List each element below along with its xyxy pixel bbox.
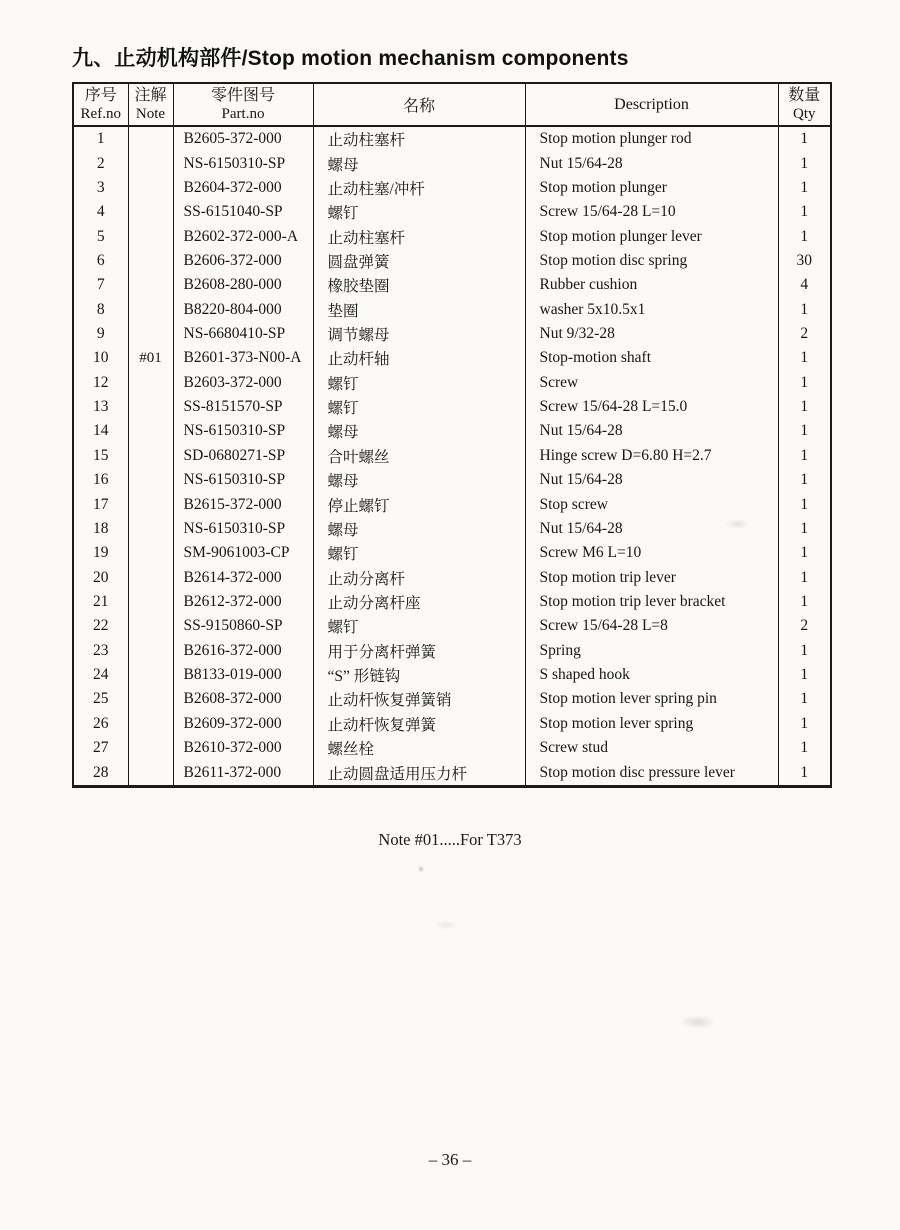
cell-desc: Nut 15/64-28 — [525, 468, 778, 492]
cell-qty: 1 — [778, 419, 831, 443]
cell-desc: Nut 9/32-28 — [525, 322, 778, 346]
cell-name: 止动分离杆 — [313, 565, 525, 589]
cell-qty: 1 — [778, 444, 831, 468]
cell-name: 圆盘弹簧 — [313, 249, 525, 273]
cell-ref: 24 — [73, 663, 128, 687]
parts-table — [72, 82, 832, 788]
cell-desc: Screw 15/64-28 L=10 — [525, 200, 778, 224]
parts-table-body — [73, 126, 831, 786]
cell-part: NS-6680410-SP — [173, 322, 313, 346]
col-header-description — [525, 83, 778, 126]
cell-part: B2614-372-000 — [173, 565, 313, 589]
cell-note — [128, 322, 173, 346]
cell-qty: 1 — [778, 541, 831, 565]
table-row — [73, 371, 831, 395]
cell-note — [128, 200, 173, 224]
col-header-note — [128, 83, 173, 126]
cell-desc: Hinge screw D=6.80 H=2.7 — [525, 444, 778, 468]
table-row — [73, 176, 831, 200]
cell-ref: 13 — [73, 395, 128, 419]
cell-part: B2602-372-000-A — [173, 224, 313, 248]
col-header-refno-zh: 序号 — [84, 86, 117, 104]
cell-note — [128, 541, 173, 565]
cell-ref: 3 — [73, 176, 128, 200]
cell-qty: 1 — [778, 639, 831, 663]
cell-ref: 23 — [73, 639, 128, 663]
table-row — [73, 492, 831, 516]
cell-qty: 1 — [778, 298, 831, 322]
cell-name: 螺钉 — [313, 541, 525, 565]
cell-part: B2601-373-N00-A — [173, 346, 313, 370]
cell-desc: Stop motion disc pressure lever — [525, 760, 778, 786]
cell-note — [128, 687, 173, 711]
cell-name: 止动柱塞杆 — [313, 126, 525, 151]
table-row — [73, 590, 831, 614]
cell-name: 螺母 — [313, 419, 525, 443]
table-row — [73, 298, 831, 322]
cell-note — [128, 736, 173, 760]
table-row — [73, 639, 831, 663]
col-header-qty — [778, 83, 831, 126]
cell-ref: 22 — [73, 614, 128, 638]
cell-part: NS-6150310-SP — [173, 517, 313, 541]
cell-qty: 4 — [778, 273, 831, 297]
table-row — [73, 517, 831, 541]
cell-part: B2616-372-000 — [173, 639, 313, 663]
cell-note — [128, 371, 173, 395]
cell-desc: Rubber cushion — [525, 273, 778, 297]
table-row — [73, 444, 831, 468]
cell-note — [128, 590, 173, 614]
table-row — [73, 614, 831, 638]
table-row — [73, 249, 831, 273]
cell-desc: Stop motion disc spring — [525, 249, 778, 273]
cell-part: SD-0680271-SP — [173, 444, 313, 468]
col-header-name-zh: 名称 — [402, 98, 435, 115]
col-header-partno — [173, 83, 313, 126]
cell-part: NS-6150310-SP — [173, 468, 313, 492]
cell-note — [128, 663, 173, 687]
cell-note — [128, 419, 173, 443]
table-row — [73, 151, 831, 175]
cell-part: B2608-280-000 — [173, 273, 313, 297]
cell-desc: S shaped hook — [525, 663, 778, 687]
table-row — [73, 224, 831, 248]
cell-ref: 2 — [73, 151, 128, 175]
cell-ref: 9 — [73, 322, 128, 346]
cell-ref: 19 — [73, 541, 128, 565]
cell-name: 止动柱塞杆 — [313, 224, 525, 248]
table-row — [73, 663, 831, 687]
cell-part: B2608-372-000 — [173, 687, 313, 711]
cell-name: 螺母 — [313, 517, 525, 541]
cell-note — [128, 224, 173, 248]
cell-qty: 1 — [778, 590, 831, 614]
cell-note — [128, 395, 173, 419]
col-header-refno — [73, 83, 128, 126]
cell-desc: Stop-motion shaft — [525, 346, 778, 370]
cell-desc: Spring — [525, 639, 778, 663]
cell-desc: Stop motion lever spring pin — [525, 687, 778, 711]
cell-part: B2609-372-000 — [173, 712, 313, 736]
col-header-qty-zh: 数量 — [788, 86, 821, 104]
cell-qty: 2 — [778, 322, 831, 346]
cell-ref: 7 — [73, 273, 128, 297]
cell-desc: Stop motion plunger lever — [525, 224, 778, 248]
col-header-qty-en: Qty — [793, 105, 816, 122]
table-row — [73, 736, 831, 760]
cell-ref: 6 — [73, 249, 128, 273]
cell-ref: 20 — [73, 565, 128, 589]
cell-desc: Screw M6 L=10 — [525, 541, 778, 565]
cell-ref: 27 — [73, 736, 128, 760]
cell-name: 止动柱塞/冲杆 — [313, 176, 525, 200]
cell-name: 调节螺母 — [313, 322, 525, 346]
table-row — [73, 200, 831, 224]
cell-ref: 17 — [73, 492, 128, 516]
cell-desc: Stop motion trip lever — [525, 565, 778, 589]
cell-ref: 15 — [73, 444, 128, 468]
cell-qty: 1 — [778, 151, 831, 175]
cell-note — [128, 468, 173, 492]
cell-qty: 1 — [778, 224, 831, 248]
cell-part: B2604-372-000 — [173, 176, 313, 200]
cell-ref: 10 — [73, 346, 128, 370]
cell-qty: 1 — [778, 492, 831, 516]
cell-desc: Stop motion plunger — [525, 176, 778, 200]
col-header-description-en: Description — [614, 95, 689, 113]
cell-desc: Nut 15/64-28 — [525, 419, 778, 443]
cell-desc: Nut 15/64-28 — [525, 517, 778, 541]
table-row — [73, 322, 831, 346]
page-number: – 36 – — [428, 1150, 472, 1169]
cell-part: SM-9061003-CP — [173, 541, 313, 565]
cell-name: 螺钉 — [313, 371, 525, 395]
cell-ref: 8 — [73, 298, 128, 322]
table-row — [73, 687, 831, 711]
table-row — [73, 346, 831, 370]
cell-qty: 1 — [778, 346, 831, 370]
cell-note — [128, 639, 173, 663]
cell-name: 止动杆恢复弹簧 — [313, 712, 525, 736]
cell-name: 止动杆轴 — [313, 346, 525, 370]
cell-desc: Screw — [525, 371, 778, 395]
cell-ref: 25 — [73, 687, 128, 711]
cell-name: 螺丝栓 — [313, 736, 525, 760]
cell-name: “S” 形链钩 — [313, 663, 525, 687]
cell-ref: 21 — [73, 590, 128, 614]
cell-note — [128, 565, 173, 589]
table-row — [73, 419, 831, 443]
cell-note — [128, 712, 173, 736]
cell-qty: 1 — [778, 565, 831, 589]
cell-ref: 4 — [73, 200, 128, 224]
cell-qty: 1 — [778, 663, 831, 687]
cell-part: B2615-372-000 — [173, 492, 313, 516]
cell-name: 止动杆恢复弹簧销 — [313, 687, 525, 711]
cell-desc: Screw stud — [525, 736, 778, 760]
col-header-name — [313, 83, 525, 126]
table-row — [73, 541, 831, 565]
cell-ref: 1 — [73, 126, 128, 151]
cell-note — [128, 444, 173, 468]
table-row — [73, 273, 831, 297]
cell-note — [128, 492, 173, 516]
cell-name: 止动圆盘适用压力杆 — [313, 760, 525, 786]
cell-qty: 1 — [778, 687, 831, 711]
cell-qty: 1 — [778, 760, 831, 786]
cell-name: 螺钉 — [313, 395, 525, 419]
col-header-partno-zh: 零件图号 — [210, 86, 275, 104]
cell-part: B2611-372-000 — [173, 760, 313, 786]
cell-note — [128, 176, 173, 200]
cell-qty: 1 — [778, 736, 831, 760]
cell-part: SS-6151040-SP — [173, 200, 313, 224]
cell-name: 垫圈 — [313, 298, 525, 322]
cell-part: B2612-372-000 — [173, 590, 313, 614]
cell-name: 止动分离杆座 — [313, 590, 525, 614]
cell-desc: Stop motion lever spring — [525, 712, 778, 736]
cell-qty: 1 — [778, 176, 831, 200]
cell-ref: 14 — [73, 419, 128, 443]
cell-qty: 1 — [778, 371, 831, 395]
cell-desc: Screw 15/64-28 L=8 — [525, 614, 778, 638]
cell-ref: 5 — [73, 224, 128, 248]
cell-desc: Stop screw — [525, 492, 778, 516]
cell-part: B2603-372-000 — [173, 371, 313, 395]
cell-ref: 28 — [73, 760, 128, 786]
col-header-note-en: Note — [135, 105, 166, 122]
table-row — [73, 760, 831, 786]
cell-qty: 1 — [778, 712, 831, 736]
cell-name: 合叶螺丝 — [313, 444, 525, 468]
cell-name: 螺母 — [313, 468, 525, 492]
cell-name: 用于分离杆弹簧 — [313, 639, 525, 663]
cell-part: B2605-372-000 — [173, 126, 313, 151]
cell-name: 橡胶垫圈 — [313, 273, 525, 297]
cell-desc: Screw 15/64-28 L=15.0 — [525, 395, 778, 419]
cell-desc: Nut 15/64-28 — [525, 151, 778, 175]
cell-qty: 1 — [778, 468, 831, 492]
cell-part: B2610-372-000 — [173, 736, 313, 760]
cell-qty: 1 — [778, 200, 831, 224]
cell-qty: 30 — [778, 249, 831, 273]
table-row — [73, 126, 831, 151]
cell-qty: 2 — [778, 614, 831, 638]
cell-ref: 18 — [73, 517, 128, 541]
cell-note — [128, 517, 173, 541]
col-header-partno-en: Part.no — [221, 105, 265, 122]
cell-note — [128, 151, 173, 175]
page-title: 九、止动机构部件/Stop motion mechanism components — [72, 47, 629, 70]
col-header-note-zh: 注解 — [134, 86, 167, 104]
cell-part: NS-6150310-SP — [173, 419, 313, 443]
header-row — [73, 83, 831, 126]
table-row — [73, 468, 831, 492]
cell-name: 停止螺钉 — [313, 492, 525, 516]
cell-part: SS-8151570-SP — [173, 395, 313, 419]
col-header-refno-en: Ref.no — [80, 105, 121, 122]
table-row — [73, 565, 831, 589]
cell-note — [128, 760, 173, 786]
cell-qty: 1 — [778, 395, 831, 419]
table-row — [73, 712, 831, 736]
cell-part: B8133-019-000 — [173, 663, 313, 687]
cell-note: #01 — [128, 346, 173, 370]
cell-note — [128, 273, 173, 297]
cell-name: 螺钉 — [313, 200, 525, 224]
cell-part: B2606-372-000 — [173, 249, 313, 273]
cell-note — [128, 298, 173, 322]
cell-note — [128, 126, 173, 151]
cell-desc: washer 5x10.5x1 — [525, 298, 778, 322]
cell-desc: Stop motion trip lever bracket — [525, 590, 778, 614]
cell-name: 螺钉 — [313, 614, 525, 638]
cell-ref: 16 — [73, 468, 128, 492]
cell-qty: 1 — [778, 126, 831, 151]
cell-desc: Stop motion plunger rod — [525, 126, 778, 151]
cell-qty: 1 — [778, 517, 831, 541]
table-row — [73, 395, 831, 419]
cell-ref: 26 — [73, 712, 128, 736]
footnote: Note #01.....For T373 — [378, 830, 522, 849]
cell-note — [128, 614, 173, 638]
cell-ref: 12 — [73, 371, 128, 395]
cell-name: 螺母 — [313, 151, 525, 175]
cell-note — [128, 249, 173, 273]
cell-part: B8220-804-000 — [173, 298, 313, 322]
cell-part: SS-9150860-SP — [173, 614, 313, 638]
cell-part: NS-6150310-SP — [173, 151, 313, 175]
